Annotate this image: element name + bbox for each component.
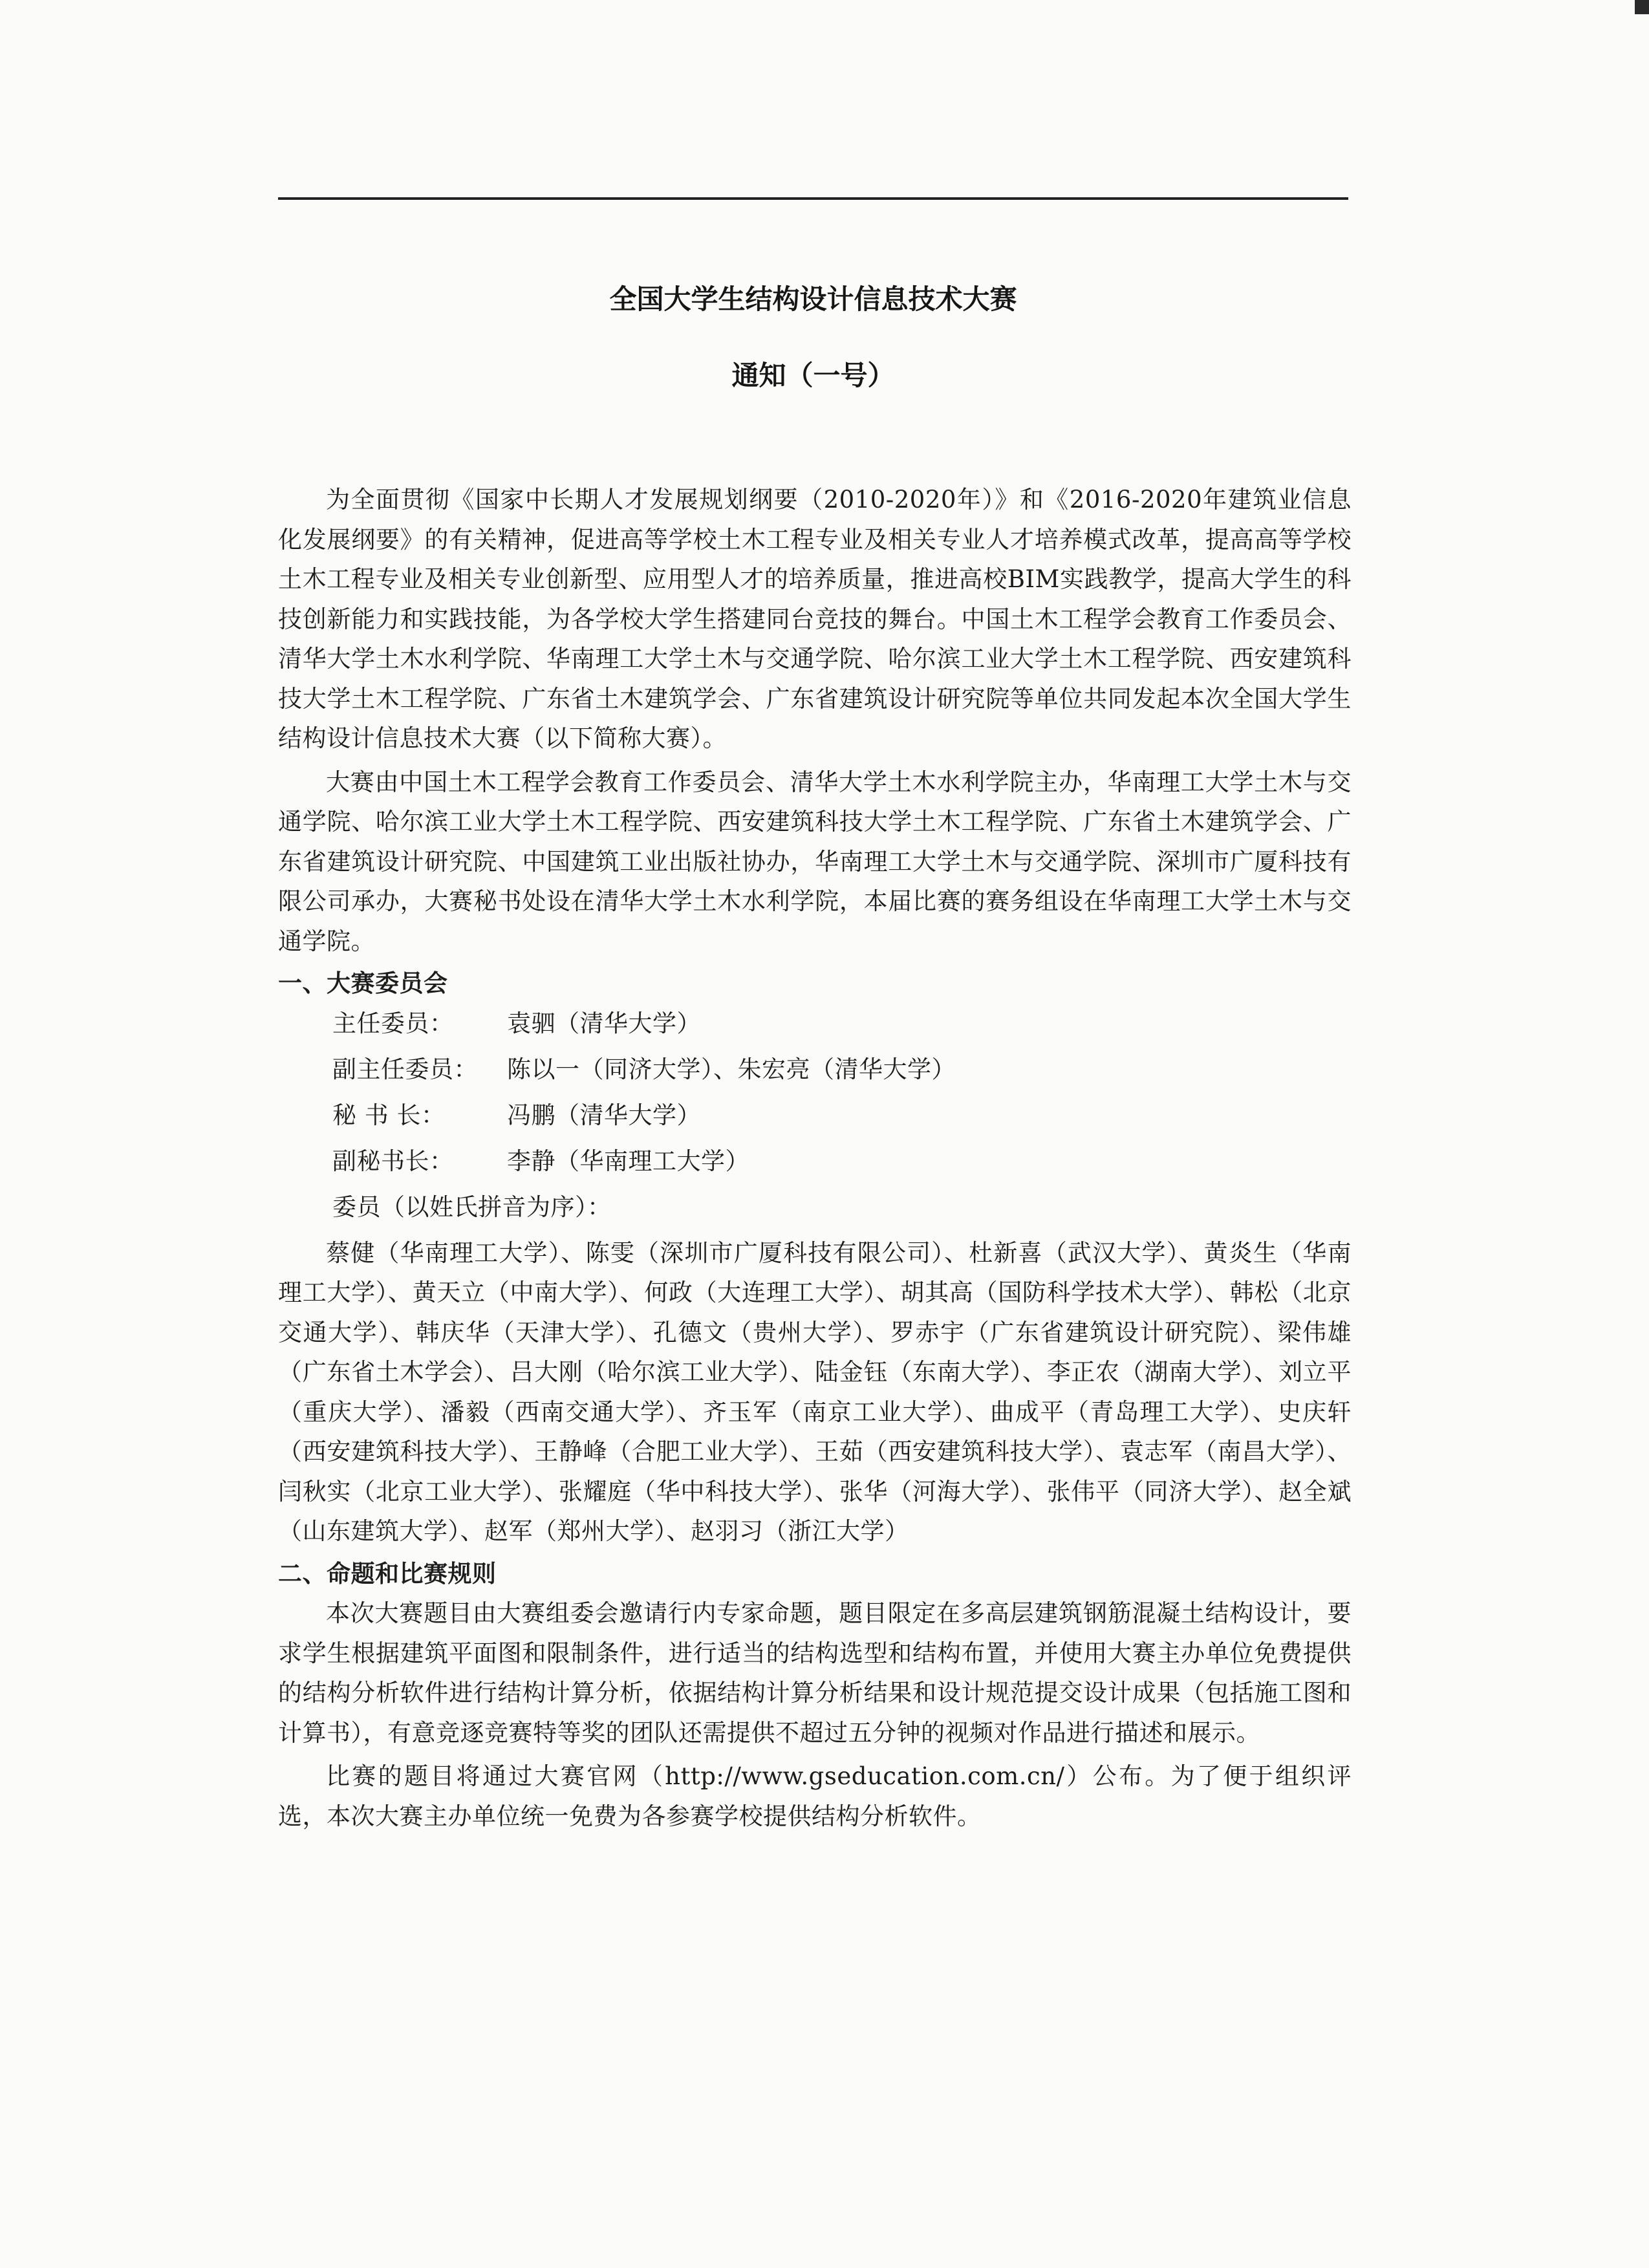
section-heading-committee: 一、大赛委员会 [278,969,448,997]
members-list: 蔡健（华南理工大学）、陈雯（深圳市广厦科技有限公司）、杜新喜（武汉大学）、黄炎生（华南理工大学）、黄天立（中南大学）、何政（大连理工大学）、胡其高（国防科学技术大学）、韩松（北京交通大学）、韩庆华（天津大学）、孔德文（贵州大学）、罗赤宇（广东省建筑设计研究院）、梁伟雄（广东省土木学会）、吕大刚（哈尔滨工业大学）、陆金钰（东南大学）、李正农（湖南大学）、刘立平（重庆大学）、潘毅（西南交通大学）、齐玉军（南京工业大学）、曲成平（青岛理工大学）、史庆轩（西安建筑科技大学）、王静峰（合肥工业大学）、王茹（西安建筑科技大学）、袁志军（南昌大学）、闫秋实（北京工业大学）、张耀庭（华中科技大学）、张华（河海大学）、张伟平（同济大学）、赵全斌（山东建筑大学）、赵军（郑州大学）、赵羽习（浙江大学） [278,1238,1352,1545]
members-label: 委员（以姓氏拼音为序）： [332,1193,612,1221]
committee-role-value: 李静（华南理工大学） [507,1147,749,1175]
committee-row-chair [332,1004,1352,1050]
committee-roster [278,1004,1352,1187]
committee-role-label: 副秘书长： [332,1147,454,1175]
document-body [278,480,1352,1836]
scan-corner-mark [1635,0,1649,14]
document-title: 全国大学生结构设计信息技术大赛 [609,283,1017,315]
committee-role-value: 冯鹏（清华大学） [507,1101,701,1129]
committee-role-label: 副主任委员： [332,1055,478,1083]
committee-role-label: 主任委员： [332,1009,454,1037]
committee-role-value: 袁驷（清华大学） [507,1009,701,1037]
rules-paragraph-2: 比赛的题目将通过大赛官网（http://www.gseducation.com.cn/）公布。为了便于组织评选，本次大赛主办单位统一免费为各参赛学校提供结构分析软件。 [278,1762,1352,1830]
committee-row-vice-chair [332,1050,1352,1096]
section-heading-rules: 二、命题和比赛规则 [278,1559,497,1588]
document-subtitle: 通知（一号） [731,360,895,391]
header-rule [278,197,1348,200]
committee-role-value: 陈以一（同济大学）、朱宏亮（清华大学） [507,1055,956,1083]
rules-paragraph-1: 本次大赛题目由大赛组委会邀请行内专家命题，题目限定在多高层建筑钢筋混凝土结构设计，要求学生根据建筑平面图和限制条件，进行适当的结构选型和结构布置，并使用大赛主办单位免费提供的结构分析软件进行结构计算分析，依据结构计算分析结果和设计规范提交设计成果（包括施工图和计算书），有意竞逐竞赛特等奖的团队还需提供不超过五分钟的视频对作品进行描述和展示。 [278,1599,1352,1747]
committee-row-secretary-general [332,1096,1352,1141]
intro-paragraph-1: 为全面贯彻《国家中长期人才发展规划纲要（2010-2020年）》和《2016-2020年建筑业信息化发展纲要》的有关精神，促进高等学校土木工程专业及相关专业人才培养模式改革，提高高等学校土木工程专业及相关专业创新型、应用型人才的培养质量，推进高校BIM实践教学，提高大学生的科技创新能力和实践技能，为各学校大学生搭建同台竞技的舞台。中国土木工程学会教育工作委员会、清华大学土木水利学院、华南理工大学土木与交通学院、哈尔滨工业大学土木工程学院、西安建筑科技大学土木工程学院、广东省土木建筑学会、广东省建筑设计研究院等单位共同发起本次全国大学生结构设计信息技术大赛（以下简称大赛）。 [278,486,1352,752]
committee-role-label: 秘 书 长： [332,1101,446,1129]
committee-row-deputy-secretary [332,1141,1352,1187]
intro-paragraph-2: 大赛由中国土木工程学会教育工作委员会、清华大学土木水利学院主办，华南理工大学土木与交通学院、哈尔滨工业大学土木工程学院、西安建筑科技大学土木工程学院、广东省土木建筑学会、广东省建筑设计研究院、中国建筑工业出版社协办，华南理工大学土木与交通学院、深圳市广厦科技有限公司承办，大赛秘书处设在清华大学土木水利学院，本届比赛的赛务组设在华南理工大学土木与交通学院。 [278,768,1352,955]
